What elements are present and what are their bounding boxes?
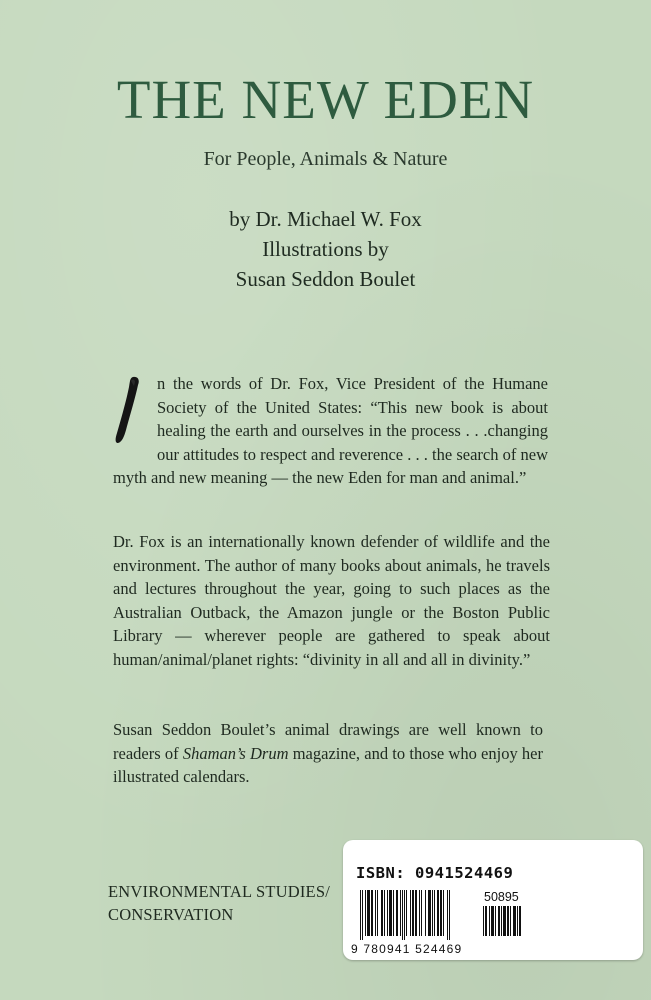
barcode-bar [495,906,496,936]
barcode-bar [428,890,431,936]
barcode-bar [513,906,516,936]
barcode-bar [485,906,487,936]
barcode-bar [381,890,383,936]
barcode-bar [410,890,411,936]
intro-quote-paragraph [113,372,548,490]
barcode-bar [389,890,392,936]
credits [0,204,651,294]
book-subtitle: For People, Animals & Nature [203,148,448,170]
barcode-bar [517,906,518,936]
category-line-1: ENVIRONMENTAL STUDIES/ [108,882,330,901]
barcode-bar [375,890,376,936]
barcode-bar [377,890,378,936]
barcode-bar [425,890,426,936]
barcode-bar [449,890,450,940]
barcode-bar [360,890,361,940]
barcode-bar [371,890,373,936]
magazine-name: Shaman’s Drum [182,743,289,763]
subject-category [108,880,330,926]
illustrations-line: Illustrations by [262,237,389,261]
barcode-bar [362,890,363,940]
barcode-bar [507,906,509,936]
barcode-bar [404,890,405,940]
barcode-bar [400,890,401,936]
illustrator-bio-text-1: Susan Seddon Boulet’s animal drawings are well known to readers of [113,720,543,763]
ean-barcode [360,890,478,942]
barcode-bar [437,890,439,936]
barcode-bar [384,890,385,936]
barcode-bar [365,890,366,936]
barcode-bar [489,906,490,936]
barcode-bar [510,906,511,936]
isbn-label: ISBN: 0941524469 [356,864,514,882]
price-code: 50895 [484,890,519,904]
barcode-bar [443,890,444,936]
barcode-bar [440,890,442,936]
illustrator-bio-paragraph [113,718,543,789]
barcode-bar [421,890,422,936]
barcode-bar [434,890,435,936]
illustrator-bio-text-2: magazine, and to those who enjoy her illustrated calendars. [113,743,543,787]
category-line-2: CONSERVATION [108,905,234,924]
barcode-bar [432,890,433,936]
barcode-bar [519,906,521,936]
barcode-bar [447,890,448,940]
book-title: THE NEW EDEN [116,69,535,130]
barcode-bar [491,906,494,936]
barcode-bar [396,890,398,936]
isbn-barcode-sticker [343,840,643,960]
barcode-bar [503,906,506,936]
addon-barcode [483,906,538,942]
intro-quote-text: n the words of Dr. Fox, Vice President of the Humane Society of the United States: “This new book is about healing the earth and ourselves in the process . . .changing our attitudes to respect and reverence . . . the search of new myth and new meaning — the new Eden for man and animal.” [113,374,548,488]
illustrator-name: Susan Seddon Boulet [235,267,416,291]
barcode-bar [393,890,394,936]
author-bio-paragraph: Dr. Fox is an internationally known defender of wildlife and the environment. The author of many books about animals, he travels and lectures throughout the year, going to such places as the Australian Outback, the Amazon jungle or the Boston Public Library — wherever people are gathered to speak about human/animal/planet rights: “divinity in all and all in divinity.” [113,532,550,669]
barcode-bar [406,890,407,936]
barcode-bar [412,890,414,936]
barcode-bar [419,890,420,936]
barcode-bar [415,890,417,936]
barcode-bar [387,890,388,936]
barcode-bar [367,890,370,936]
barcode-digits: 9 780941 524469 [351,942,463,956]
barcode-bar [483,906,484,936]
barcode-bar [501,906,502,936]
drop-cap-i-brushstroke-icon [113,375,149,445]
barcode-bar [498,906,500,936]
author-line: by Dr. Michael W. Fox [229,207,422,231]
barcode-bar [402,890,403,940]
